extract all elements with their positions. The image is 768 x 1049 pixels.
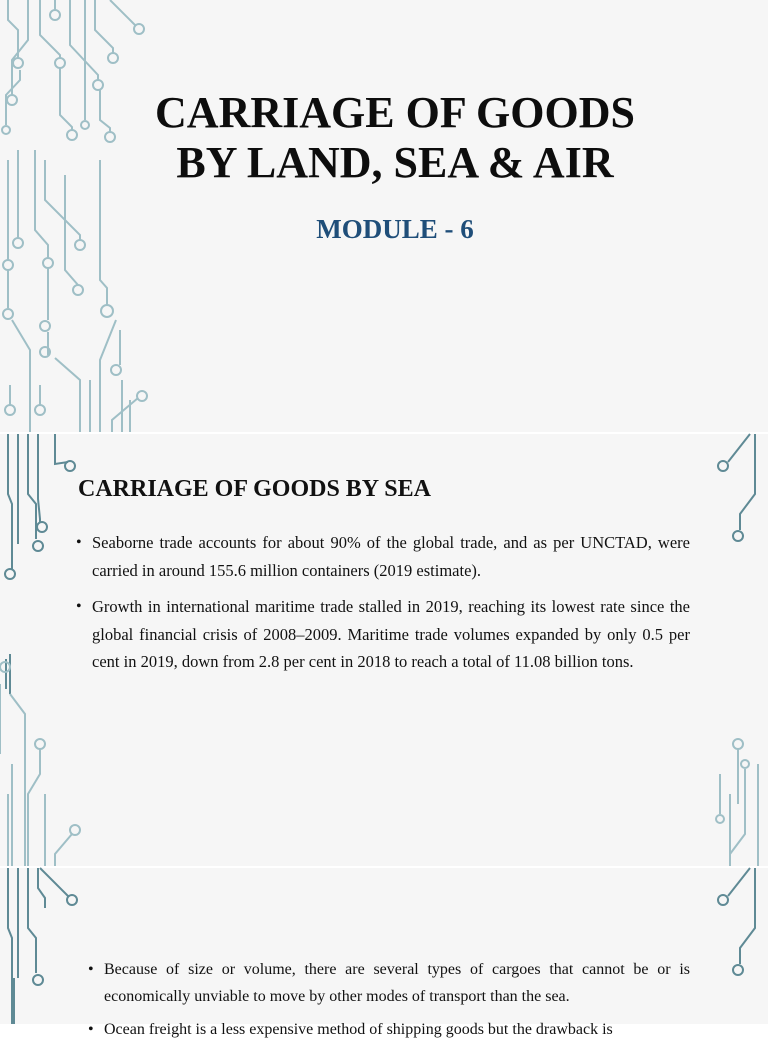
list-item: • Because of size or volume, there are several types of cargoes that cannot be or is economically unviable to move by other modes of transport than the sea. xyxy=(86,956,690,1010)
list-item: • Seaborne trade accounts for about 90% of the global trade, and as per UNCTAD, were carried in around 155.6 million containers (2019 estimate). xyxy=(74,529,690,584)
content-slide-sea xyxy=(0,434,768,866)
list-item: • Ocean freight is a less expensive method of shipping goods but the drawback is xyxy=(86,1016,690,1043)
slide-title xyxy=(90,88,700,188)
title-line-1: CARRIAGE OF GOODS xyxy=(155,88,635,137)
bullet-list xyxy=(86,956,690,1049)
title-line-2: BY LAND, SEA & AIR xyxy=(176,138,614,187)
content-slide-cargo xyxy=(0,868,768,1038)
title-slide xyxy=(0,0,768,432)
slide-subtitle: MODULE - 6 xyxy=(316,214,474,244)
bullet-list xyxy=(74,529,690,685)
list-item: • Growth in international maritime trade stalled in 2019, reaching its lowest rate since the global financial crisis of 2008–2009. Maritime trade volumes expanded by only 0.5 per cent in 2019, down from 2.8 per cent in 2018 to reach a total of 11.08 billion tons. xyxy=(74,593,690,676)
section-heading: CARRIAGE OF GOODS BY SEA xyxy=(78,476,431,502)
